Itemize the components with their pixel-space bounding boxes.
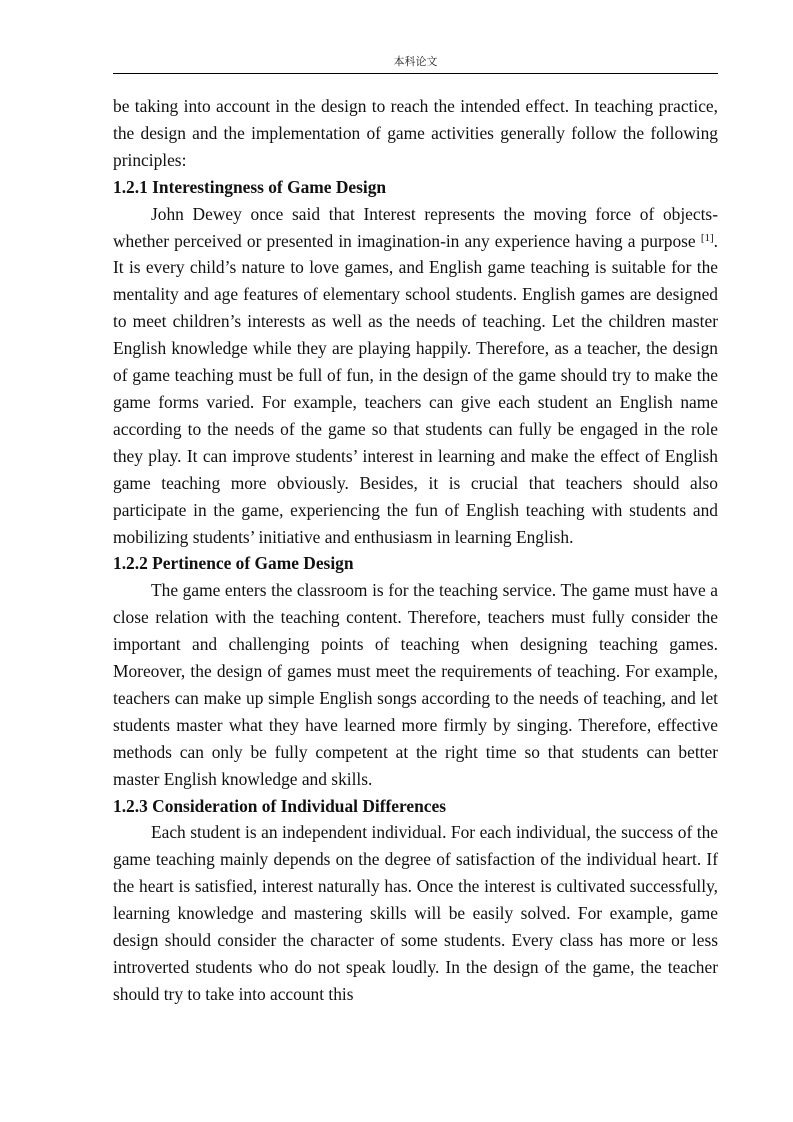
citation-marker: [1] (700, 231, 714, 244)
section-heading-1-2-3: 1.2.3 Consideration of Individual Differences (113, 795, 447, 816)
header-rule (113, 73, 718, 74)
section-1-2-3-paragraph: Each student is an independent individual. For each individual, the success of the game teaching mainly depends on the degree of satisfaction of the individual heart. If the heart is satisfied, interest naturally has. Once the interest is cultivated successfully, learning knowledge and mastering skills will be easily solved. For example, game design should consider the character of some students. Every class has more or less introverted students who do not speak loudly. In the design of the game, the teacher should try to take into account this (113, 822, 718, 1004)
document-body (113, 93, 718, 1008)
paragraph-text-after-citation: . It is every child’s nature to love games, and English game teaching is suitable for the mentality and age features of elementary school students. English games are designed to meet children’s interests as well as the needs of teaching. Let the children master English knowledge while they are playing happily. Therefore, as a teacher, the design of game teaching must be full of fun, in the design of the game should try to make the game forms varied. For example, teachers can give each student an English name according to the needs of the game so that students can fully be engaged in the role they play. It can improve students’ interest in learning and make the effect of English game teaching more obviously. Besides, it is crucial that teachers should also participate in the game, experiencing the fun of English teaching with students and mobilizing students’ initiative and enthusiasm in learning English. (113, 230, 718, 547)
intro-paragraph: be taking into account in the design to reach the intended effect. In teaching practice, the design and the implementation of game activities generally follow the following principles: (113, 96, 718, 170)
section-heading-1-2-1: 1.2.1 Interestingness of Game Design (113, 176, 387, 197)
section-1-2-1-paragraph (113, 201, 718, 551)
section-1-2-2-paragraph: The game enters the classroom is for the teaching service. The game must have a close relation with the teaching content. Therefore, teachers must fully consider the important and challenging points of teaching when designing teaching games. Moreover, the design of games must meet the requirements of teaching. For example, teachers can make up simple English songs according to the needs of teaching, and let students master what they have learned more firmly by singing. Therefore, effective methods can only be fully competent at the right time so that students can better master English knowledge and skills. (113, 580, 718, 789)
paragraph-text-before-citation: John Dewey once said that Interest represents the moving force of objects-whether perceived or presented in imagination-in any experience having a purpose (113, 203, 718, 251)
section-heading-1-2-2: 1.2.2 Pertinence of Game Design (113, 553, 354, 574)
running-header: 本科论文 (393, 55, 438, 68)
